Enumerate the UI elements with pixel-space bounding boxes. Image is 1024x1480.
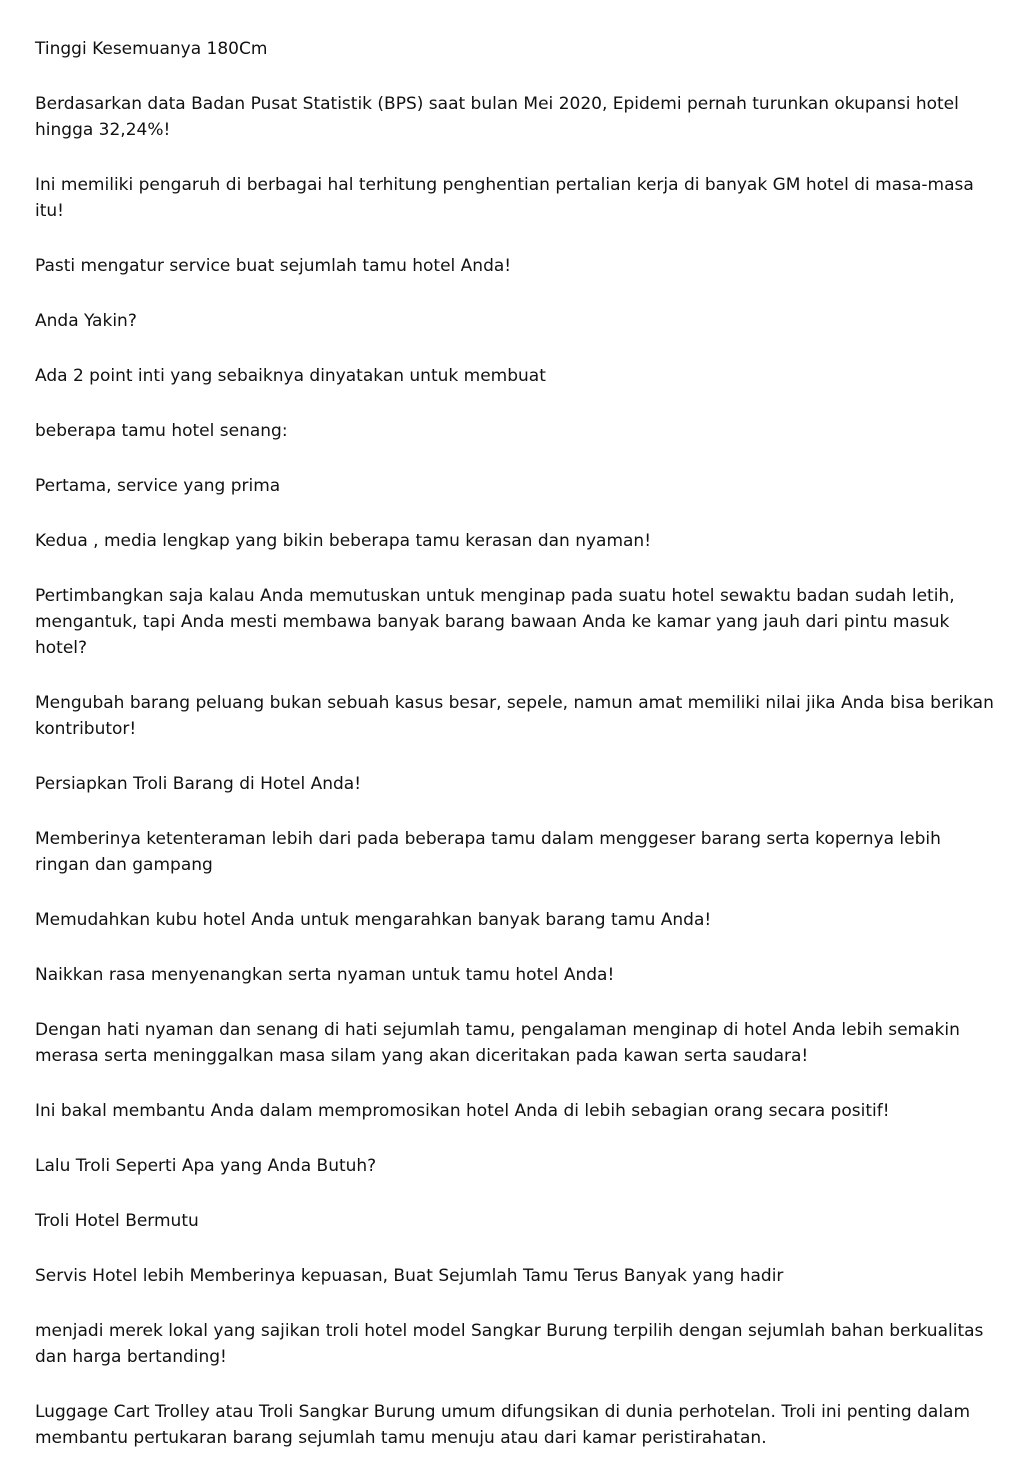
paragraph-guests-happy: beberapa tamu hotel senang: bbox=[35, 421, 288, 441]
paragraph-quality-trolley: Troli Hotel Bermutu bbox=[35, 1211, 199, 1231]
paragraph-service: Pasti mengatur service buat sejumlah tamu hotel Anda! bbox=[35, 256, 512, 276]
paragraph-ease: Memudahkan kubu hotel Anda untuk mengarahkan banyak barang tamu Anda! bbox=[35, 910, 712, 930]
paragraph-luggage-cart: Luggage Cart Trolley atau Troli Sangkar Burung umum difungsikan di dunia perhotelan. Troli ini penting dalam membantu pertukaran barang sejumlah tamu menuju atau dari kamar peristirahatan. bbox=[35, 1402, 971, 1448]
paragraph-first-point: Pertama, service yang prima bbox=[35, 476, 281, 496]
paragraph-consider: Pertimbangkan saja kalau Anda memutuskan untuk menginap pada suatu hotel sewaktu badan sudah letih, mengantuk, tapi Anda mesti membawa banyak barang bawaan Anda ke kamar yang jauh dari pintu masuk hotel? bbox=[35, 586, 955, 658]
document-body bbox=[35, 36, 995, 1480]
paragraph-moving-goods: Mengubah barang peluang bukan sebuah kasus besar, sepele, namun amat memiliki nilai jika Anda bisa berikan kontributor! bbox=[35, 693, 994, 739]
paragraph-comfort: Memberinya ketenteraman lebih dari pada beberapa tamu dalam menggeser barang serta kopernya lebih ringan dan gampang bbox=[35, 829, 941, 875]
paragraph-promotion: Ini bakal membantu Anda dalam mempromosikan hotel Anda di lebih sebagian orang secara positif! bbox=[35, 1101, 890, 1121]
paragraph-which-trolley: Lalu Troli Seperti Apa yang Anda Butuh? bbox=[35, 1156, 377, 1176]
paragraph-height-info: Tinggi Kesemuanya 180Cm bbox=[35, 39, 268, 59]
paragraph-prepare-trolley: Persiapkan Troli Barang di Hotel Anda! bbox=[35, 774, 362, 794]
paragraph-bps-statistics: Berdasarkan data Badan Pusat Statistik (BPS) saat bulan Mei 2020, Epidemi pernah turunkan okupansi hotel hingga 32,24%! bbox=[35, 94, 959, 140]
paragraph-hotel-service: Servis Hotel lebih Memberinya kepuasan, Buat Sejumlah Tamu Terus Banyak yang hadir bbox=[35, 1266, 784, 1286]
paragraph-question: Anda Yakin? bbox=[35, 311, 137, 331]
paragraph-pleasure: Naikkan rasa menyenangkan serta nyaman untuk tamu hotel Anda! bbox=[35, 965, 615, 985]
paragraph-local-brand: menjadi merek lokal yang sajikan troli hotel model Sangkar Burung terpilih dengan sejumlah bahan berkualitas dan harga bertanding! bbox=[35, 1321, 984, 1367]
paragraph-two-points: Ada 2 point inti yang sebaiknya dinyatakan untuk membuat bbox=[35, 366, 546, 386]
paragraph-second-point: Kedua , media lengkap yang bikin beberapa tamu kerasan dan nyaman! bbox=[35, 531, 652, 551]
paragraph-experience: Dengan hati nyaman dan senang di hati sejumlah tamu, pengalaman menginap di hotel Anda lebih semakin merasa serta meninggalkan masa silam yang akan diceritakan pada kawan serta saudara! bbox=[35, 1020, 960, 1066]
paragraph-impact: Ini memiliki pengaruh di berbagai hal terhitung penghentian pertalian kerja di banyak GM hotel di masa-masa itu! bbox=[35, 175, 974, 221]
